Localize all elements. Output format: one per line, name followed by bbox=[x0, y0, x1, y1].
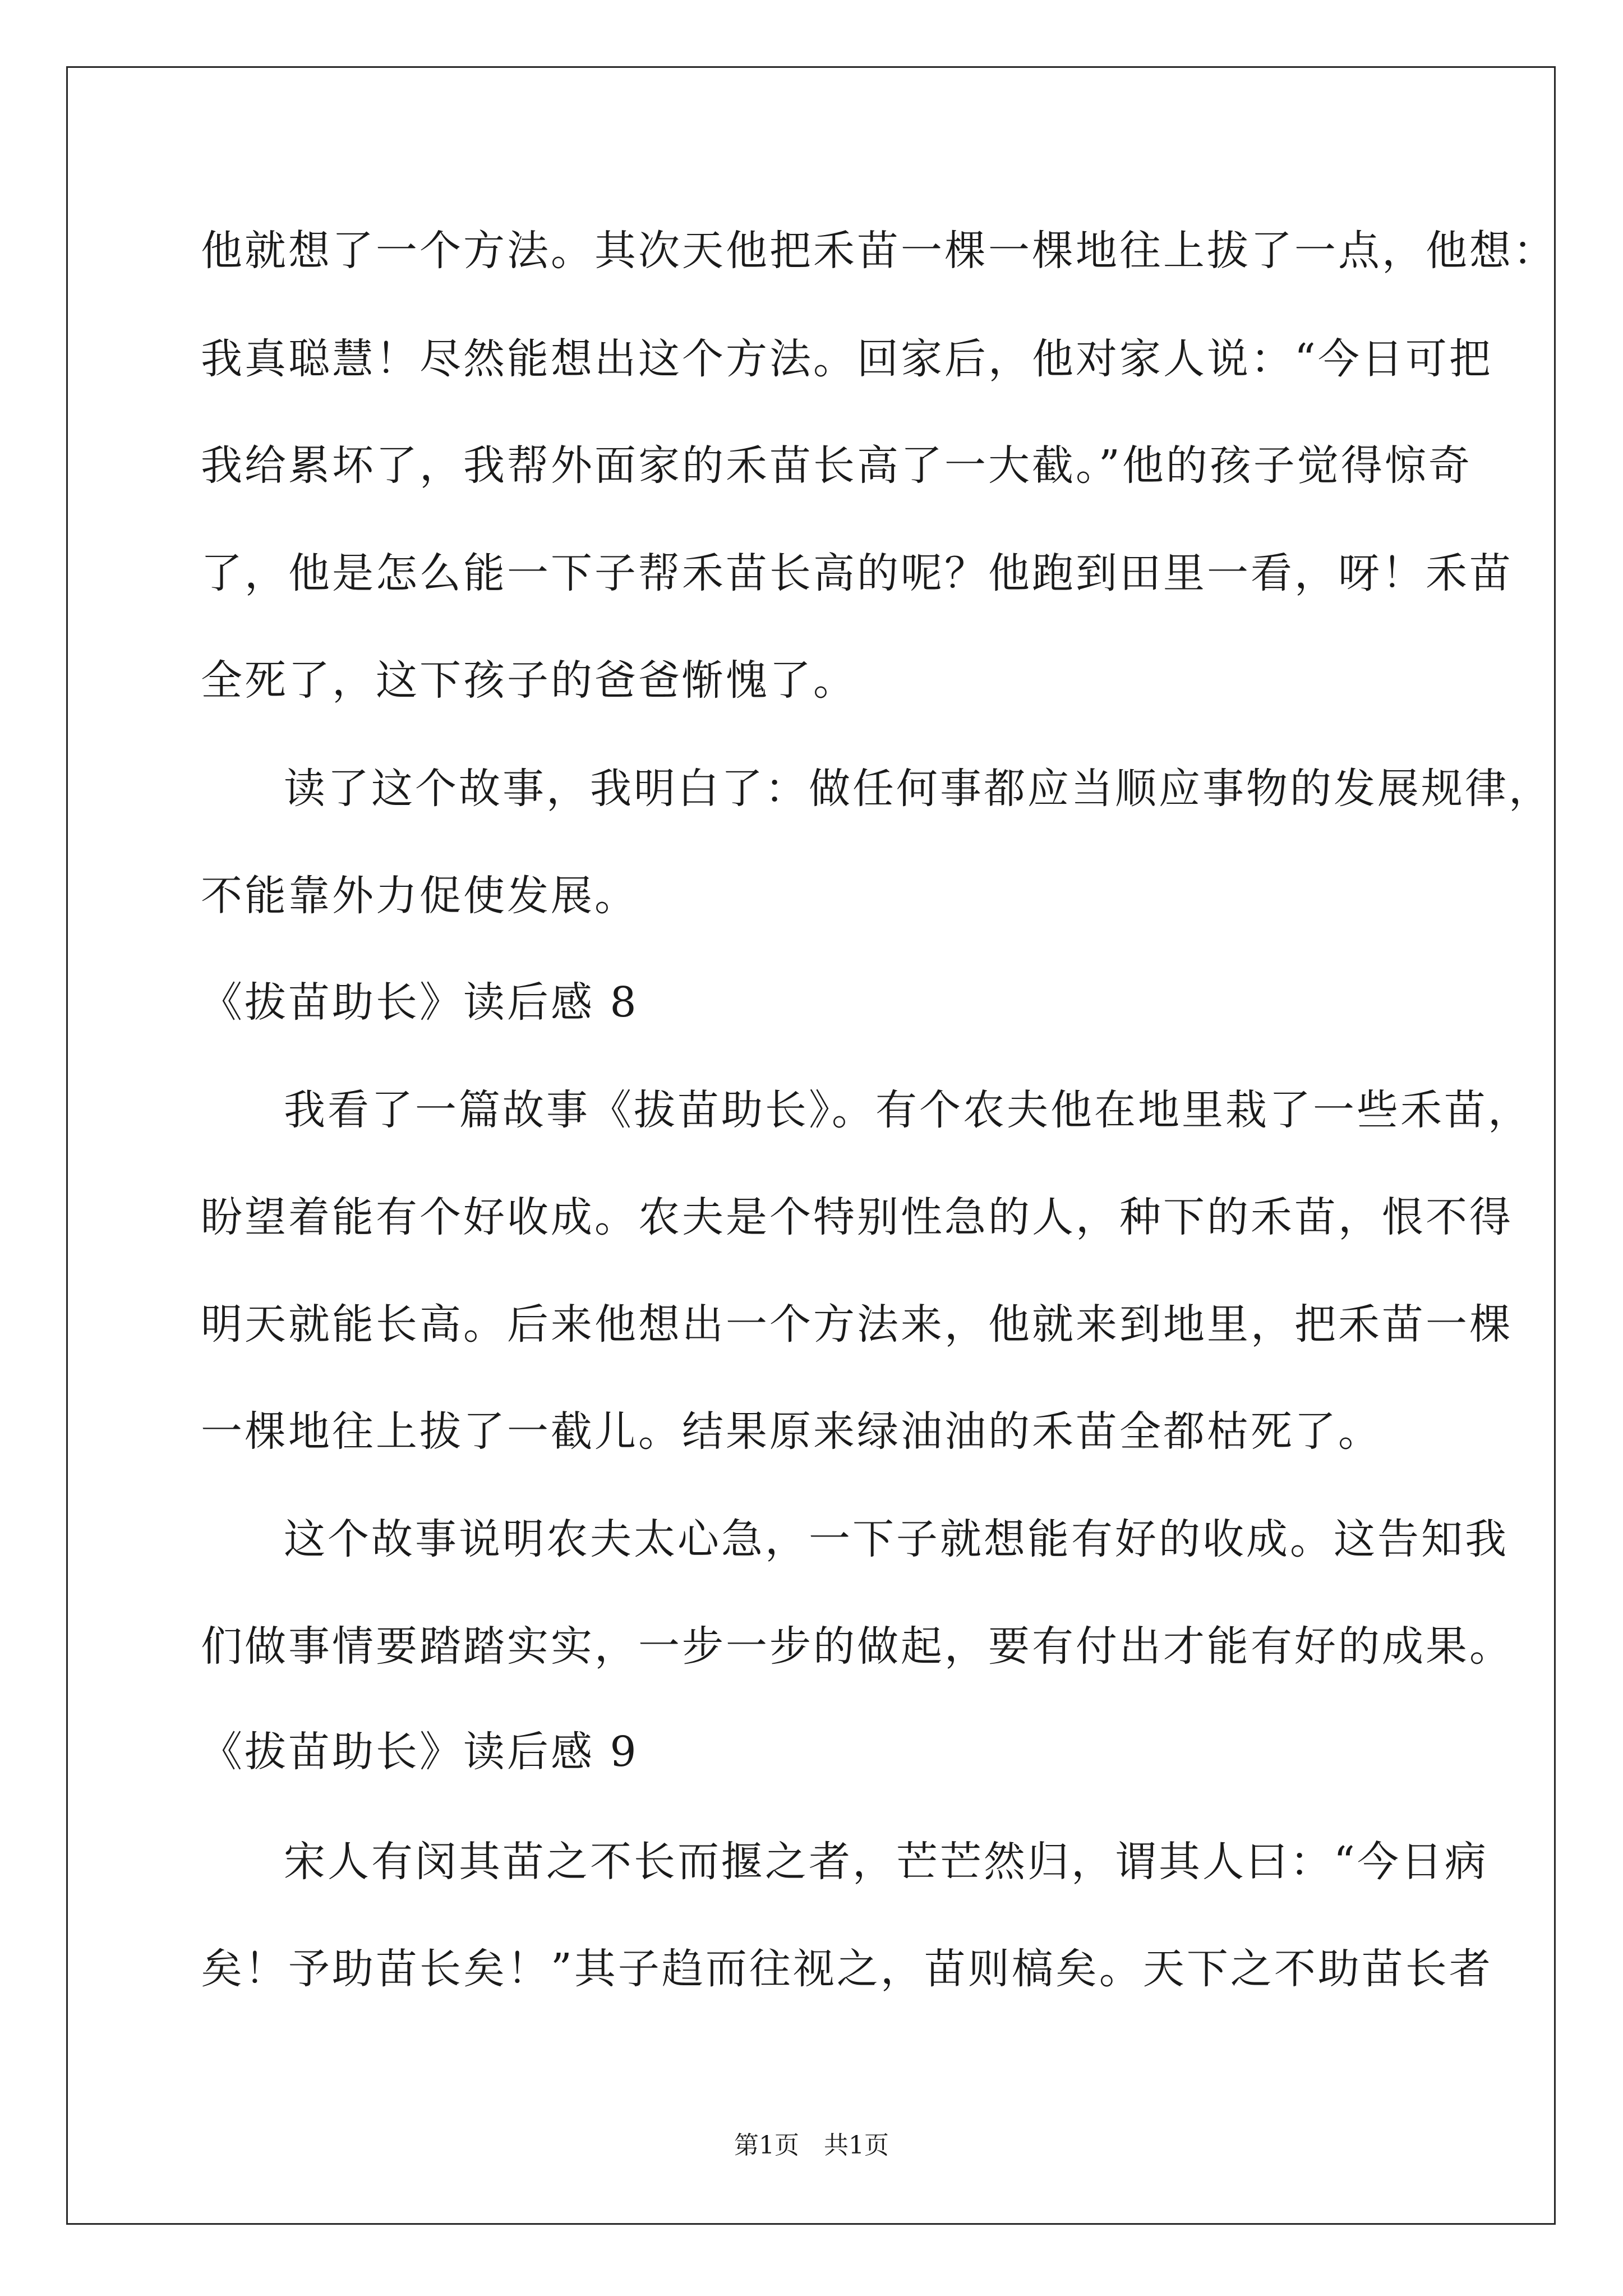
text-line: 一棵地往上拔了一截儿。结果原来绿油油的禾苗全都枯死了。 bbox=[201, 1407, 1382, 1456]
text-line: 盼望着能有个好收成。农夫是个特别性急的人，种下的禾苗，恨不得 bbox=[201, 1193, 1513, 1241]
page-border bbox=[66, 66, 1556, 2225]
text-line: 我给累坏了，我帮外面家的禾苗长高了一大截。”他的孩子觉得惊奇 bbox=[201, 441, 1472, 490]
paragraph-start-line: 我看了一篇故事《拔苗助长》。有个农夫他在地里栽了一些禾苗， bbox=[284, 1086, 1532, 1134]
paragraph-start-line: 宋人有闵其苗之不长而揠之者，芒芒然归，谓其人曰：“今日病 bbox=[284, 1838, 1488, 1886]
text-line: 不能靠外力促使发展。 bbox=[201, 872, 638, 920]
section-heading: 《拔苗助长》读后感 8 bbox=[201, 978, 639, 1027]
page-number-footer: 第1页 共1页 bbox=[734, 2131, 889, 2160]
text-line: 了，他是怎么能一下子帮禾苗长高的呢？他跑到田里一看，呀！禾苗 bbox=[201, 549, 1513, 597]
paragraph-start-line: 这个故事说明农夫太心急，一下子就想能有好的收成。这告知我 bbox=[284, 1515, 1509, 1563]
text-line: 全死了，这下孩子的爸爸惭愧了。 bbox=[201, 656, 857, 705]
paragraph-start-line: 读了这个故事，我明白了：做任何事都应当顺应事物的发展规律， bbox=[284, 765, 1552, 813]
text-line: 明天就能长高。后来他想出一个方法来，他就来到地里，把禾苗一棵 bbox=[201, 1300, 1513, 1349]
text-line: 们做事情要踏踏实实，一步一步的做起，要有付出才能有好的成果。 bbox=[201, 1622, 1513, 1671]
section-heading: 《拔苗助长》读后感 9 bbox=[201, 1728, 639, 1776]
text-line: 矣！予助苗长矣！”其子趋而往视之，苗则槁矣。天下之不助苗长者 bbox=[201, 1945, 1493, 1993]
text-line: 我真聪慧！尽然能想出这个方法。回家后，他对家人说：“今日可把 bbox=[201, 335, 1493, 383]
text-line: 他就想了一个方法。其次天他把禾苗一棵一棵地往上拔了一点，他想： bbox=[201, 227, 1557, 275]
